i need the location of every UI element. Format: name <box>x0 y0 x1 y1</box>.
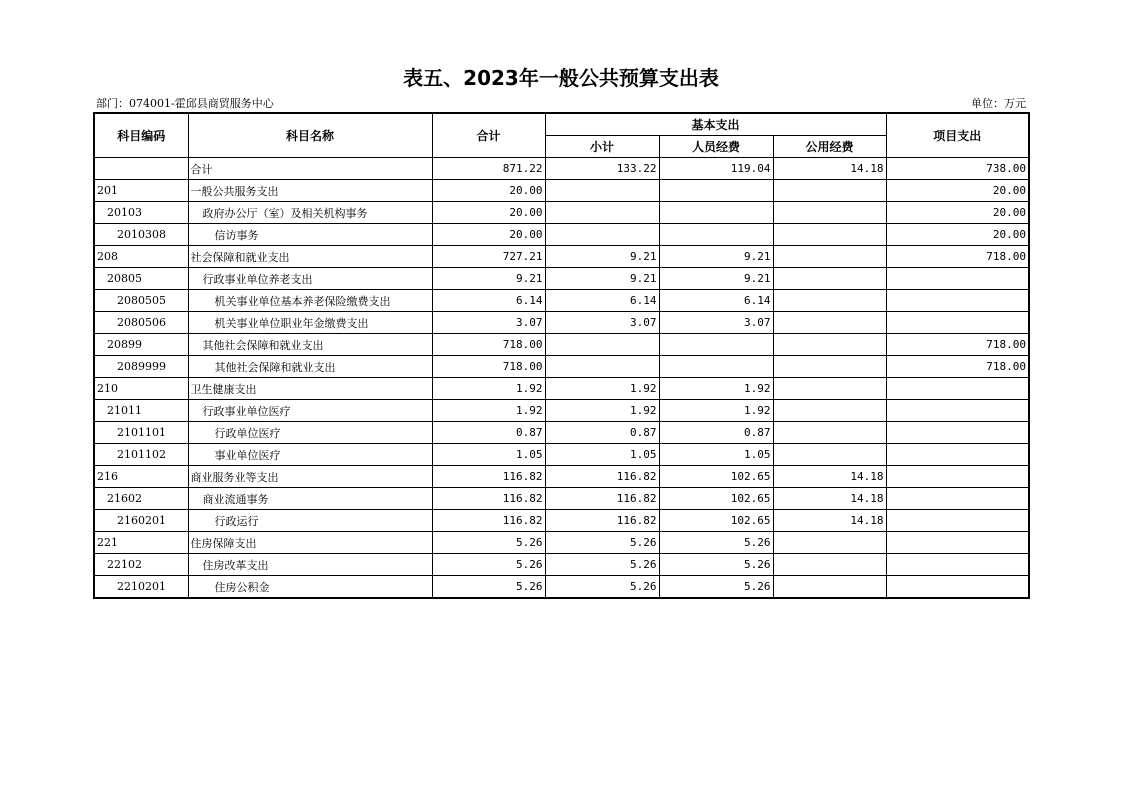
cell-personnel: 102.65 <box>659 510 773 532</box>
cell-code: 21602 <box>94 488 188 510</box>
table-row <box>94 202 1029 224</box>
cell-code: 2080506 <box>94 312 188 334</box>
unit-label: 单位：万元 <box>971 97 1026 110</box>
header-personnel: 人员经费 <box>659 136 773 158</box>
cell-subtotal: 6.14 <box>545 290 659 312</box>
cell-name: 信访事务 <box>188 224 432 246</box>
cell-subtotal: 116.82 <box>545 488 659 510</box>
cell-name: 行政事业单位医疗 <box>188 400 432 422</box>
cell-project <box>886 576 1029 599</box>
cell-subtotal: 0.87 <box>545 422 659 444</box>
cell-code: 216 <box>94 466 188 488</box>
cell-personnel: 0.87 <box>659 422 773 444</box>
cell-public <box>773 290 886 312</box>
cell-total: 6.14 <box>432 290 545 312</box>
budget-table <box>93 112 1030 599</box>
cell-project: 738.00 <box>886 158 1029 180</box>
cell-personnel: 9.21 <box>659 246 773 268</box>
cell-name: 行政运行 <box>188 510 432 532</box>
table-row <box>94 510 1029 532</box>
cell-total: 871.22 <box>432 158 545 180</box>
cell-personnel: 9.21 <box>659 268 773 290</box>
cell-code: 2160201 <box>94 510 188 532</box>
cell-code: 21011 <box>94 400 188 422</box>
cell-public: 14.18 <box>773 488 886 510</box>
cell-subtotal <box>545 224 659 246</box>
cell-name: 卫生健康支出 <box>188 378 432 400</box>
page-title: 表五、2023年一般公共预算支出表 <box>403 66 719 90</box>
cell-project <box>886 378 1029 400</box>
cell-subtotal <box>545 202 659 224</box>
cell-subtotal <box>545 180 659 202</box>
cell-code: 2089999 <box>94 356 188 378</box>
cell-subtotal: 5.26 <box>545 532 659 554</box>
table-body <box>94 158 1029 599</box>
cell-code: 2080505 <box>94 290 188 312</box>
cell-project <box>886 312 1029 334</box>
cell-total: 3.07 <box>432 312 545 334</box>
cell-name: 政府办公厅（室）及相关机构事务 <box>188 202 432 224</box>
table-row <box>94 334 1029 356</box>
table-row <box>94 488 1029 510</box>
cell-total: 718.00 <box>432 334 545 356</box>
cell-public <box>773 422 886 444</box>
cell-total: 1.92 <box>432 400 545 422</box>
cell-name: 商业流通事务 <box>188 488 432 510</box>
cell-subtotal: 5.26 <box>545 576 659 599</box>
header-subtotal: 小计 <box>545 136 659 158</box>
table-row <box>94 268 1029 290</box>
cell-name: 住房保障支出 <box>188 532 432 554</box>
cell-subtotal: 116.82 <box>545 510 659 532</box>
table-row <box>94 554 1029 576</box>
cell-total: 116.82 <box>432 488 545 510</box>
cell-personnel <box>659 356 773 378</box>
cell-project: 718.00 <box>886 356 1029 378</box>
cell-name: 其他社会保障和就业支出 <box>188 356 432 378</box>
cell-public <box>773 268 886 290</box>
cell-code: 22102 <box>94 554 188 576</box>
cell-personnel <box>659 334 773 356</box>
cell-public: 14.18 <box>773 510 886 532</box>
cell-public: 14.18 <box>773 466 886 488</box>
cell-personnel: 5.26 <box>659 576 773 599</box>
cell-code: 221 <box>94 532 188 554</box>
cell-project <box>886 532 1029 554</box>
table-row <box>94 356 1029 378</box>
cell-personnel: 102.65 <box>659 466 773 488</box>
cell-code: 208 <box>94 246 188 268</box>
cell-subtotal <box>545 356 659 378</box>
header-total: 合计 <box>432 113 545 158</box>
cell-public: 14.18 <box>773 158 886 180</box>
cell-project <box>886 488 1029 510</box>
cell-name: 行政单位医疗 <box>188 422 432 444</box>
cell-total: 5.26 <box>432 576 545 599</box>
cell-total: 5.26 <box>432 554 545 576</box>
cell-name: 机关事业单位职业年金缴费支出 <box>188 312 432 334</box>
cell-public <box>773 312 886 334</box>
table-row <box>94 158 1029 180</box>
cell-personnel: 1.92 <box>659 400 773 422</box>
cell-personnel: 102.65 <box>659 488 773 510</box>
cell-code: 20805 <box>94 268 188 290</box>
cell-project <box>886 400 1029 422</box>
cell-project: 20.00 <box>886 202 1029 224</box>
cell-project <box>886 268 1029 290</box>
cell-total: 20.00 <box>432 224 545 246</box>
cell-name: 合计 <box>188 158 432 180</box>
cell-total: 718.00 <box>432 356 545 378</box>
cell-project <box>886 466 1029 488</box>
table-row <box>94 180 1029 202</box>
table-header <box>94 113 1029 158</box>
cell-name: 行政事业单位养老支出 <box>188 268 432 290</box>
cell-project <box>886 444 1029 466</box>
table-row <box>94 290 1029 312</box>
table-row <box>94 224 1029 246</box>
cell-name: 一般公共服务支出 <box>188 180 432 202</box>
cell-subtotal <box>545 334 659 356</box>
cell-subtotal: 9.21 <box>545 268 659 290</box>
cell-total: 727.21 <box>432 246 545 268</box>
cell-project: 718.00 <box>886 246 1029 268</box>
cell-total: 5.26 <box>432 532 545 554</box>
header-public: 公用经费 <box>773 136 886 158</box>
cell-code <box>94 158 188 180</box>
table-row <box>94 422 1029 444</box>
header-name: 科目名称 <box>188 113 432 158</box>
cell-name: 社会保障和就业支出 <box>188 246 432 268</box>
table-row <box>94 466 1029 488</box>
cell-project <box>886 290 1029 312</box>
cell-public <box>773 246 886 268</box>
cell-personnel: 5.26 <box>659 532 773 554</box>
table-row <box>94 400 1029 422</box>
cell-public <box>773 378 886 400</box>
cell-name: 事业单位医疗 <box>188 444 432 466</box>
cell-name: 商业服务业等支出 <box>188 466 432 488</box>
cell-code: 2210201 <box>94 576 188 599</box>
cell-code: 2101101 <box>94 422 188 444</box>
cell-project <box>886 554 1029 576</box>
cell-subtotal: 1.92 <box>545 400 659 422</box>
cell-subtotal: 9.21 <box>545 246 659 268</box>
cell-subtotal: 1.92 <box>545 378 659 400</box>
cell-total: 1.92 <box>432 378 545 400</box>
cell-public <box>773 224 886 246</box>
cell-subtotal: 3.07 <box>545 312 659 334</box>
department-label: 部门：074001-霍邱县商贸服务中心 <box>96 97 274 110</box>
cell-project <box>886 422 1029 444</box>
cell-personnel <box>659 180 773 202</box>
cell-code: 210 <box>94 378 188 400</box>
header-code: 科目编码 <box>94 113 188 158</box>
cell-code: 201 <box>94 180 188 202</box>
cell-total: 1.05 <box>432 444 545 466</box>
cell-project: 20.00 <box>886 224 1029 246</box>
header-basic: 基本支出 <box>545 113 886 136</box>
cell-personnel <box>659 202 773 224</box>
cell-total: 9.21 <box>432 268 545 290</box>
cell-public <box>773 180 886 202</box>
cell-personnel: 5.26 <box>659 554 773 576</box>
cell-subtotal: 116.82 <box>545 466 659 488</box>
table-row <box>94 246 1029 268</box>
cell-code: 2101102 <box>94 444 188 466</box>
cell-name: 住房改革支出 <box>188 554 432 576</box>
cell-personnel: 6.14 <box>659 290 773 312</box>
table-row <box>94 576 1029 599</box>
cell-personnel: 1.05 <box>659 444 773 466</box>
cell-code: 20899 <box>94 334 188 356</box>
table-row <box>94 312 1029 334</box>
cell-project: 718.00 <box>886 334 1029 356</box>
cell-total: 116.82 <box>432 510 545 532</box>
cell-subtotal: 1.05 <box>545 444 659 466</box>
cell-personnel: 119.04 <box>659 158 773 180</box>
cell-project <box>886 510 1029 532</box>
cell-public <box>773 202 886 224</box>
cell-public <box>773 356 886 378</box>
table-row <box>94 444 1029 466</box>
cell-name: 其他社会保障和就业支出 <box>188 334 432 356</box>
cell-total: 116.82 <box>432 466 545 488</box>
cell-code: 2010308 <box>94 224 188 246</box>
cell-public <box>773 400 886 422</box>
cell-public <box>773 554 886 576</box>
cell-name: 机关事业单位基本养老保险缴费支出 <box>188 290 432 312</box>
cell-code: 20103 <box>94 202 188 224</box>
table-row <box>94 532 1029 554</box>
cell-total: 20.00 <box>432 202 545 224</box>
table-row <box>94 378 1029 400</box>
cell-total: 20.00 <box>432 180 545 202</box>
cell-personnel <box>659 224 773 246</box>
cell-personnel: 1.92 <box>659 378 773 400</box>
cell-total: 0.87 <box>432 422 545 444</box>
cell-public <box>773 576 886 599</box>
cell-subtotal: 5.26 <box>545 554 659 576</box>
cell-public <box>773 334 886 356</box>
cell-project: 20.00 <box>886 180 1029 202</box>
header-project: 项目支出 <box>886 113 1029 158</box>
cell-subtotal: 133.22 <box>545 158 659 180</box>
cell-public <box>773 444 886 466</box>
cell-name: 住房公积金 <box>188 576 432 599</box>
cell-public <box>773 532 886 554</box>
cell-personnel: 3.07 <box>659 312 773 334</box>
